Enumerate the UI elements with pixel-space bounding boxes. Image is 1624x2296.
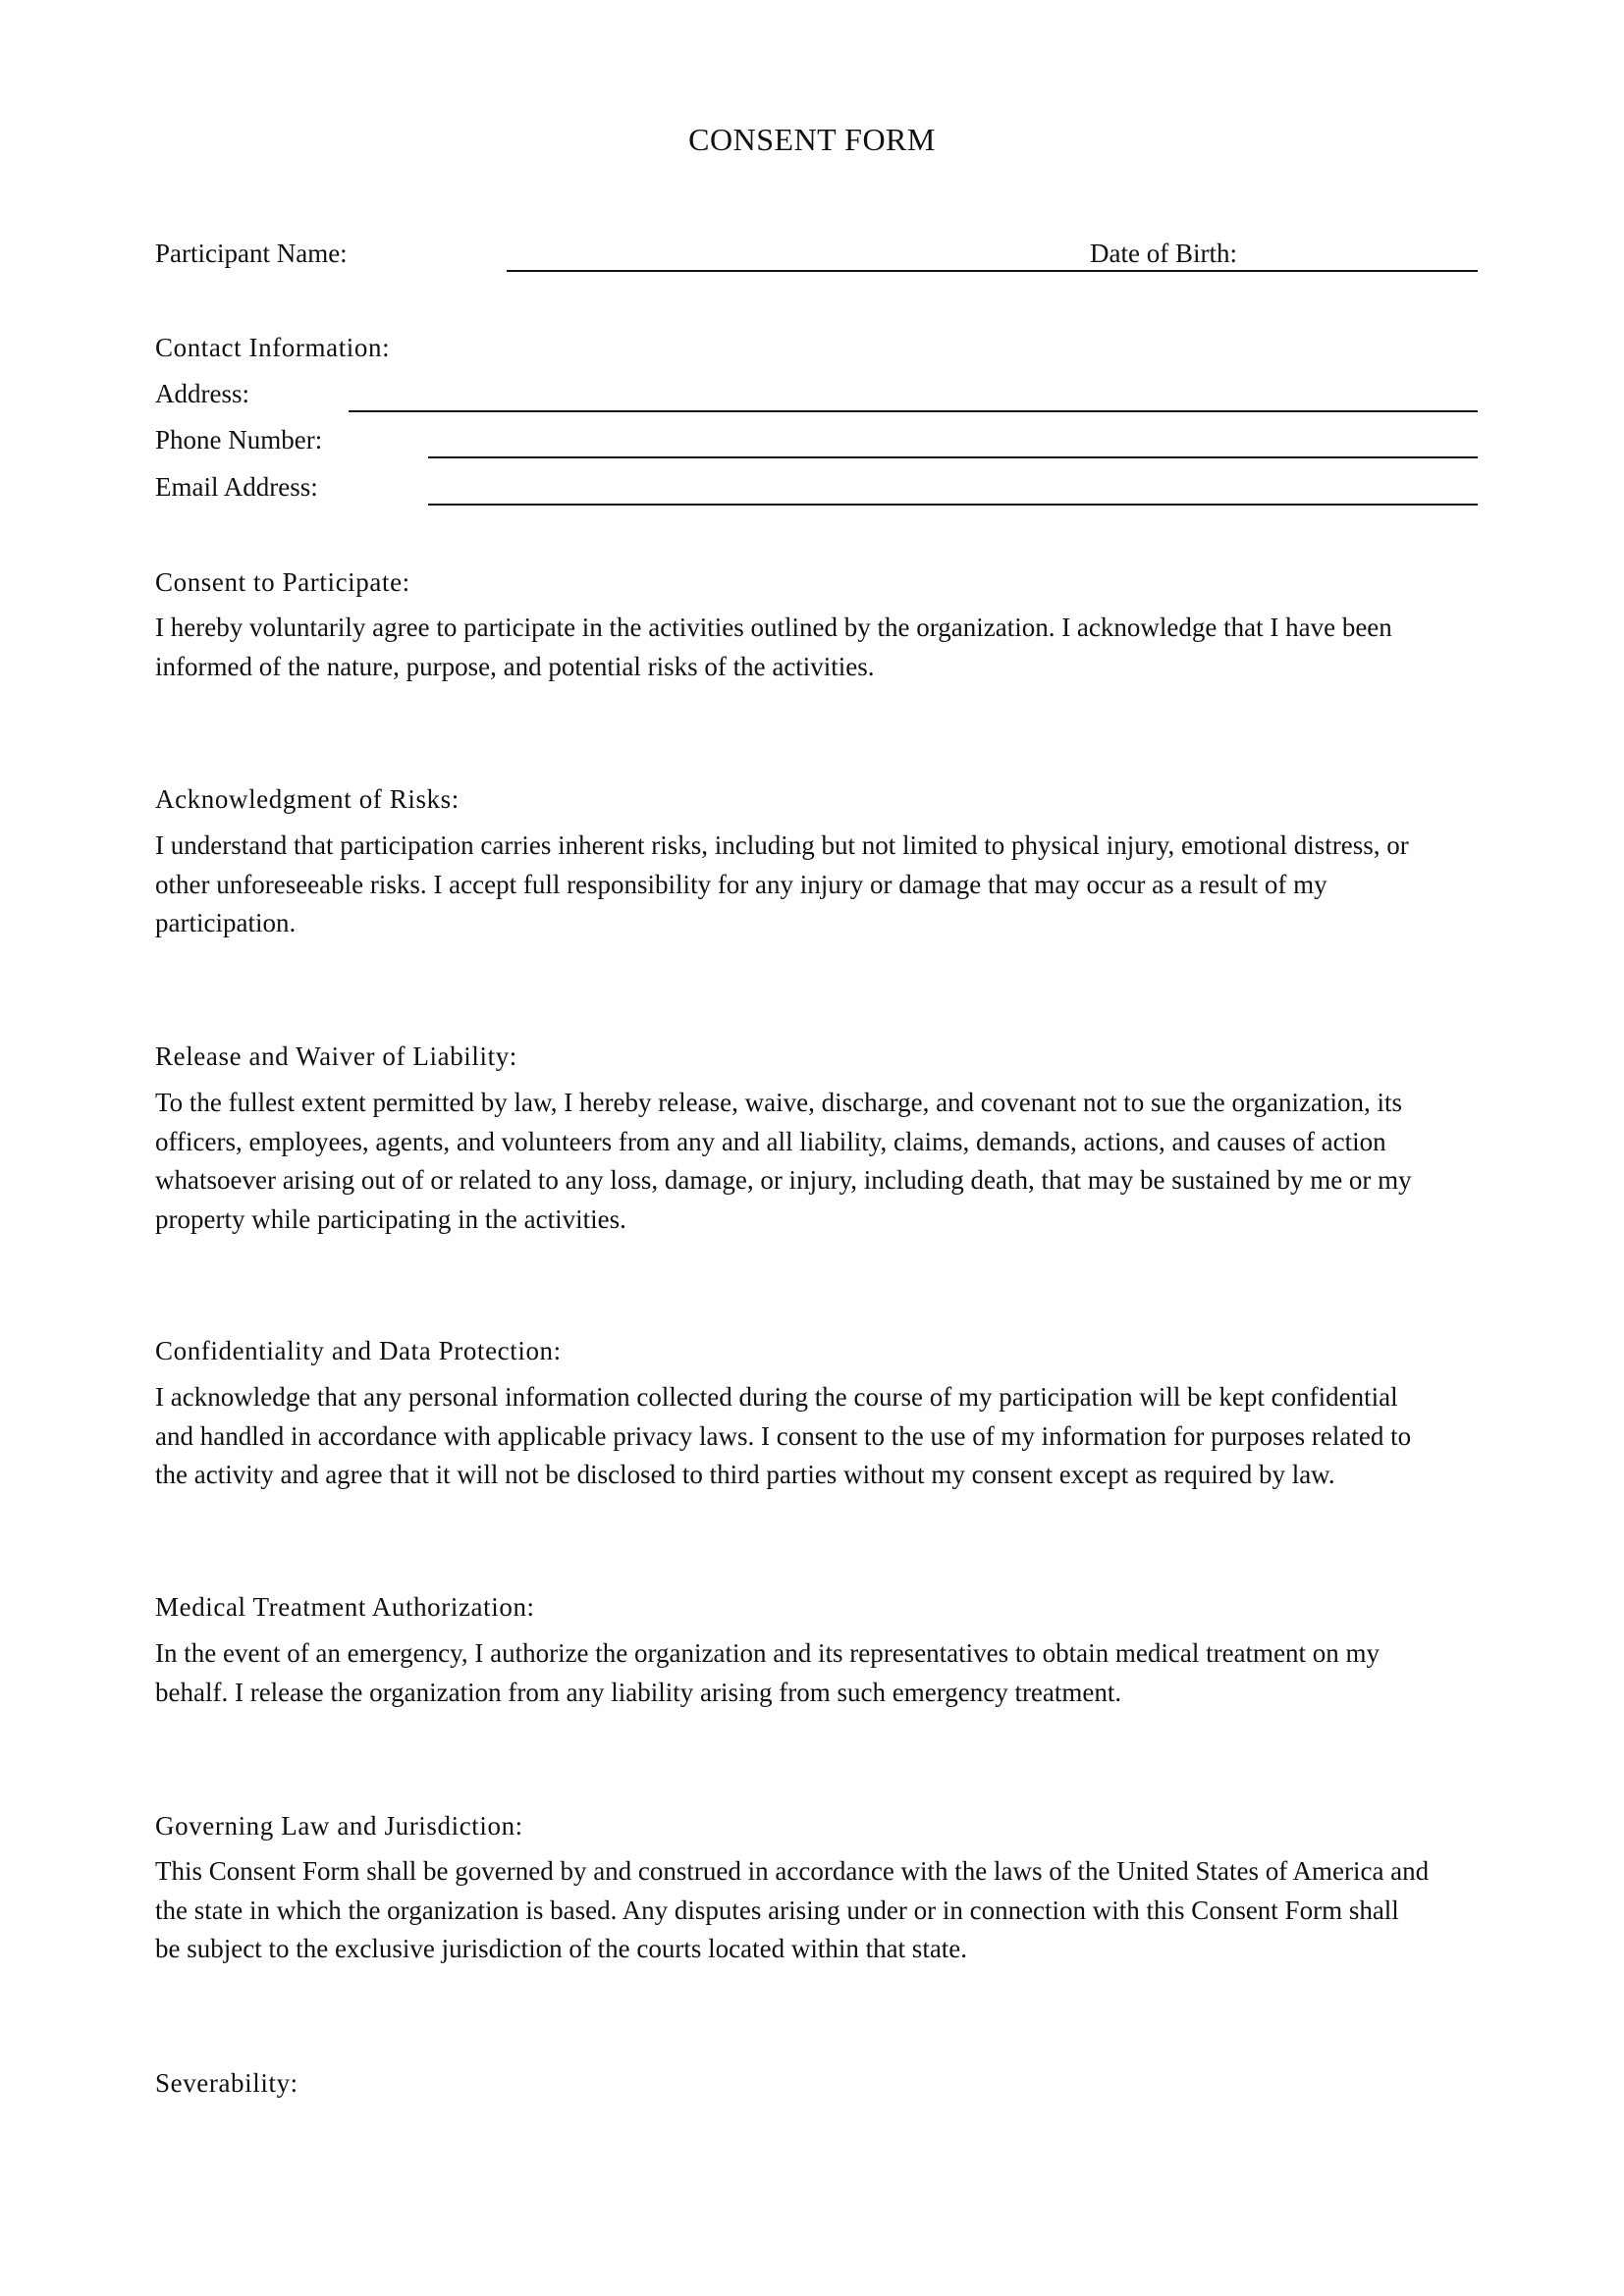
section-text-release <box>155 1084 1481 1239</box>
section-heading-confidentiality: Confidentiality and Data Protection: <box>155 1336 562 1365</box>
section-text-consent <box>155 609 1481 686</box>
section-text-confidentiality <box>155 1378 1481 1495</box>
section-heading-release: Release and Waiver of Liability: <box>155 1041 517 1071</box>
section-text-medical <box>155 1634 1481 1712</box>
text-line: In the event of an emergency, I authorize the organization and its representatives to obtain medical treatment on my <box>155 1638 1380 1668</box>
address-label: Address: <box>155 379 249 408</box>
email-address-label: Email Address: <box>155 472 318 502</box>
section-heading-risks: Acknowledgment of Risks: <box>155 784 460 814</box>
participant-name-field[interactable] <box>507 270 1478 272</box>
phone-number-field[interactable] <box>428 456 1478 458</box>
text-line: I hereby voluntarily agree to participate in the activities outlined by the organization. I acknowledge that I have been <box>155 613 1392 642</box>
email-address-field[interactable] <box>428 504 1478 506</box>
text-line: participation. <box>155 908 297 937</box>
text-line: behalf. I release the organization from any liability arising from such emergency treatment. <box>155 1677 1122 1707</box>
text-line: I understand that participation carries inherent risks, including but not limited to physical injury, emotional distress, or <box>155 830 1409 860</box>
text-line: This Consent Form shall be governed by and construed in accordance with the laws of the United States of America and <box>155 1856 1430 1886</box>
date-of-birth-label: Date of Birth: <box>1090 239 1237 268</box>
page-title: CONSENT FORM <box>688 122 936 157</box>
phone-number-label: Phone Number: <box>155 425 323 454</box>
section-heading-medical: Medical Treatment Authorization: <box>155 1592 535 1622</box>
section-heading-governing-law: Governing Law and Jurisdiction: <box>155 1811 523 1841</box>
text-line: and handled in accordance with applicable privacy laws. I consent to the use of my information for purposes related to <box>155 1420 1412 1451</box>
text-line: other unforeseeable risks. I accept full responsibility for any injury or damage that may occur as a result of my <box>155 869 1327 899</box>
participant-name-label: Participant Name: <box>155 239 348 268</box>
section-heading-consent: Consent to Participate: <box>155 567 410 597</box>
section-heading-severability: Severability: <box>155 2068 298 2098</box>
text-line: I acknowledge that any personal information collected during the course of my participation will be kept confidential <box>155 1382 1398 1412</box>
text-line: officers, employees, agents, and volunteers from any and all liability, claims, demands, actions, and causes of action <box>155 1126 1386 1156</box>
section-text-risks <box>155 827 1481 943</box>
address-field[interactable] <box>349 410 1478 412</box>
text-line: To the fullest extent permitted by law, I hereby release, waive, discharge, and covenant not to sue the organization, its <box>155 1088 1402 1117</box>
contact-information-heading: Contact Information: <box>155 333 391 362</box>
section-text-governing-law <box>155 1852 1481 1969</box>
text-line: whatsoever arising out of or related to any loss, damage, or injury, including death, that may be sustained by me or my <box>155 1165 1412 1195</box>
text-line: the activity and agree that it will not be disclosed to third parties without my consent except as required by law. <box>155 1460 1335 1489</box>
text-line: informed of the nature, purpose, and potential risks of the activities. <box>155 651 875 681</box>
text-line: property while participating in the activities. <box>155 1203 626 1234</box>
text-line: be subject to the exclusive jurisdiction of the courts located within that state. <box>155 1934 968 1963</box>
text-line: the state in which the organization is based. Any disputes arising under or in connection with this Consent Form shall <box>155 1895 1399 1925</box>
